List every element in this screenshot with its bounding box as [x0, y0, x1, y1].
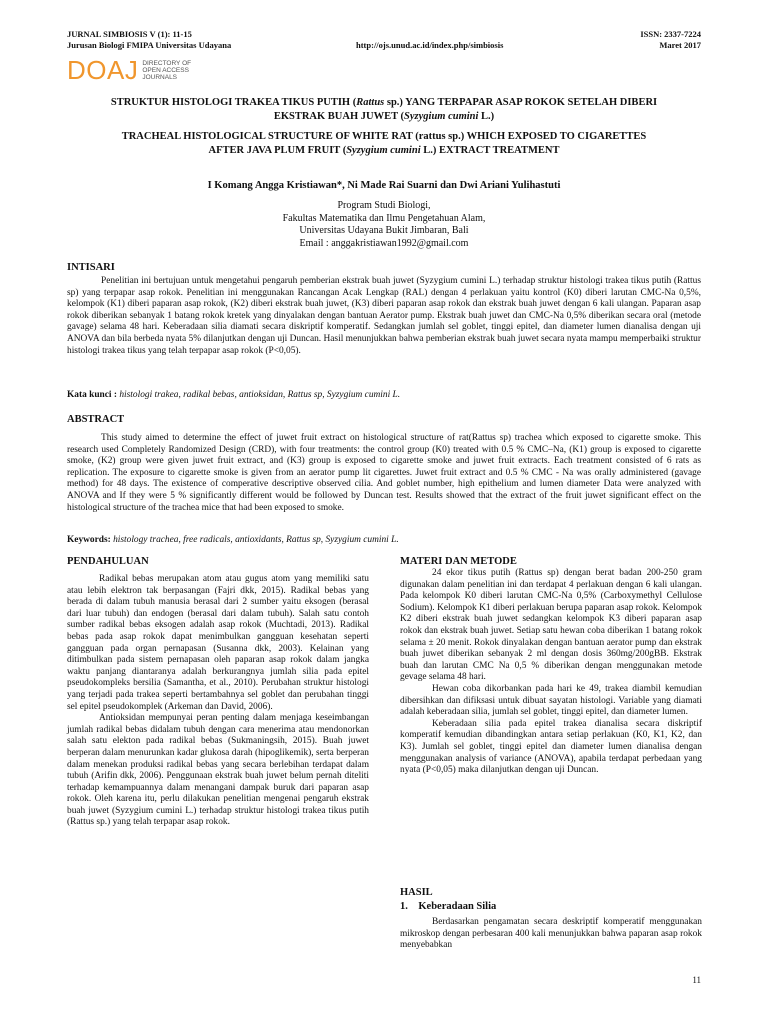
abstract-keywords: Keywords: histology trachea, free radicals, antioxidants, Rattus sp, Syzygium cumini L. [67, 535, 399, 545]
hasil-subheading: 1. Keberadaan Silia [400, 901, 497, 912]
pendahuluan-heading: PENDAHULUAN [67, 556, 149, 567]
metode-heading: MATERI DAN METODE [400, 556, 517, 567]
page-number: 11 [692, 975, 701, 985]
issue-date: Maret 2017 [659, 40, 701, 50]
abstract-body: This study aimed to determine the effect of juwet fruit extract on histological structure of rat(Rattus sp) trachea which exposed to cigarette smoke. This research used Completely Randomized Design (CRD), with four treatments: the control group (K0) treated with 0.5 % CMC–Na, (K1) group is exposed to cigarette smoke, (K2) group were given juwet fruit extract, and (K3) group is exposed to cigarette smoke and juwet fruit extracts. Each treatment consisted of 6 rats as replication. The exposure to cigarette smoke is given from an aerator pump lit cigarettes. Juwet fruit extract and 0.5 % CMC - Na was orally administered (gavage method) for 48 days. The existence of comperative descriptive observed cilia. And goblet number, high epithelium and lumen diameter Data were analyzed with ANOVA and If they were 5 % significantly different would be followed by Duncan test. Results showed that the extract of the fruit juwet significant effect on the histological structure of the trachea mice that had been exposed to smoke. [67, 433, 701, 513]
doaj-logo-subtitle [142, 60, 191, 81]
affiliation: Program Studi Biologi, Fakultas Matematika dan Ilmu Pengetahuan Alam, Universitas Udayana Bukit Jimbaran, Bali Email : anggakristiawan1992@gmail.com [67, 200, 701, 250]
title-english: TRACHEAL HISTOLOGICAL STRUCTURE OF WHITE RAT (rattus sp.) WHICH EXPOSED TO CIGARETTES AFTER JAVA PLUM FRUIT (Syzygium cumini L.) EXTRACT TREATMENT [121, 131, 647, 156]
intisari-heading: INTISARI [67, 262, 115, 273]
doaj-line-1: DIRECTORY OF [142, 59, 192, 67]
doaj-line-2: OPEN ACCESS [142, 66, 189, 74]
authors: I Komang Angga Kristiawan*, Ni Made Rai Suarni dan Dwi Ariani Yulihastuti [207, 180, 561, 191]
doaj-line-3: JOURNALS [142, 73, 178, 81]
issn: ISSN: 2337-7224 [640, 29, 701, 39]
title-indonesian: STRUKTUR HISTOLOGI TRAKEA TIKUS PUTIH (Rattus sp.) YANG TERPAPAR ASAP ROKOK SETELAH DIBERI EKSTRAK BUAH JUWET (Syzygium cumini L.) [110, 97, 658, 122]
pendahuluan-body: Radikal bebas merupakan atom atau gugus atom yang memiliki satu atau lebih elektron tak berpasangan (Fajri dkk, 2015). Radikal bebas yang berada di dalam tubuh manusia berasal dari 2 sumber yaitu eksogen (berasal dari luar tubuh) dan endogen (berasal dari dalam tubuh). Salah satu contoh sumber radikal bebas eksogen adalah asap rokok (Muchtadi, 2013). Radikal bebas pada asap rokok dapat menimbulkan gangguan kesehatan seperti gangguan pada organ pernapasan (Susanna dkk, 2003). Kelainan yang ditimbulkan pada sistem pernapasan oleh paparan asap rokok dalam jangka waktu panjang diantaranya adalah berkurangnya jumlah silia pada epitel pseudokompleks bersilia (Samantha, et al., 2010). Perubahan struktur histologi yang terjadi pada trakea seperti bertambahnya sel goblet dan perubahan tinggi sel epitel pseudokomplek (Arkeman dan David, 2006). Antioksidan mempunyai peran penting dalam menjaga keseimbangan jumlah radikal bebas didalam tubuh dengan cara menerima atau mendonorkan salah satu elekton pada radikal bebas (Sukmaningsih, 2015). Buah juwet berperan dalam menurunkan kadar glukosa darah (hipoglikemik), serta berperan dalam menekan produksi radikal bebas yang secara berlebihan terdapat dalam tubuh (Arifin dkk, 2006). Penggunaan ekstrak buah juwet belum pernah diteliti terhadap kemampuannya dalam menangani dampak buruk dari paparan asap rokok. Oleh karena itu, perlu dilakukan penelitian mengenai pengaruh ekstrak buah juwet (Syzygium cumini L.) terhadap struktur histologi trakea tikus putih (Rattus sp.) yang telah terpapar asap rokok. [67, 574, 369, 828]
hasil-heading: HASIL [400, 887, 433, 898]
intisari-body: Penelitian ini bertujuan untuk mengetahui pengaruh pemberian ekstrak buah juwet (Syzygium cumini L.) terhadap struktur histologi trakea tikus putih (Rattus sp) yang terpapar asap rokok. Penelitian ini menggunakan Rancangan Acak Lengkap (RAL) dengan 4 perlakuan yaitu kontrol (K0) diberi larutan CMC-Na 0,5%, kelompok (K1) diberi paparan asap rokok, (K2) diberi ekstrak buah juwet, (K3) diberi paparan asap rokok dan ekstrak buah juwet dengan 6 kali ulangan. Paparan asap rokok diberikan sebanyak 1 batang rokok kretek yang dinyalakan dengan bantuan Aerator pump. Ekstrak buah juwet dan CMC-Na 0,5% diberikan secara oral (metode gavage) selama 48 hari. Keberadaan silia diamati secara diskriptif komperatif. Sedangkan jumlah sel goblet, tinggi epitel, dan diameter lumen dianalisa dengan uji ANOVA dan bila berbeda nyata 5% dilanjutkan dengan uji Duncan. Hasil menunjukkan bahwa pemberian ekstrak buah juwet secara nyata mampu memperbaiki struktur histologi trakea tikus yang telah terpapar asap rokok (P<0,05). [67, 276, 701, 356]
journal-department: Jurusan Biologi FMIPA Universitas Udayana [67, 40, 232, 50]
hasil-body: Berdasarkan pengamatan secara deskriptif komperatif menggunakan mikroskop dengan perbesaran 400 kali menunjukkan bahwa paparan asap rokok menyebabkan [400, 917, 702, 951]
journal-url[interactable]: http://ojs.unud.ac.id/index.php/simbiosis [356, 40, 504, 50]
doaj-logo [67, 56, 191, 84]
author-email: Email : anggakristiawan1992@gmail.com [299, 237, 469, 249]
intisari-keywords: Kata kunci : histologi trakea, radikal bebas, antioksidan, Rattus sp, Syzygium cumini L. [67, 390, 401, 400]
doaj-logo-mark: DOAJ [67, 55, 139, 85]
abstract-heading: ABSTRACT [67, 414, 125, 425]
journal-name: JURNAL SIMBIOSIS V (1): 11-15 [67, 29, 192, 39]
metode-body: 24 ekor tikus putih (Rattus sp) dengan berat badan 200-250 gram digunakan dalam penelitian ini dan terdapat 4 perlakuan dengan 6 kali ulangan. Pada kelompok K0 diberi larutan CMC-Na 0,5% (Carboxymethyl Cellulose Sodium). Kelompok K1 diberi perlakuan berupa paparan asap rokok. Kelompok K2 diberi ekstrak buah juwet sedangkan kelompok K3 diberi paparan asap rokok dan ekstrak buah juwet. Setiap satu hewan coba diberikan 1 batang rokok selama ± 20 menit. Rokok dinyalakan dengan bantuan aerator pump dan ekstrak buah juwet diberikan sebanyak 2 ml dengan dosis 360mg/200gBB. Ekstrak buah dan larutan CMC Na 0,5 % diberikan dengan menggunakan metode gevage selama 48 hari. Hewan coba dikorbankan pada hari ke 49, trakea diambil kemudian dibersihkan dan difiksasi untuk dibuat sayatan histologi. Variable yang diamati adalah keberadaan silia, jumlah sel goblet, tinggi epitel, dan diameter lumen. Keberadaan silia pada epitel trakea dianalisa secara diskriptif komperatif kemudian dibandingkan antara setiap perlakuan (K0, K1, K2, dan K3). Jumlah sel goblet, tinggi epitel dan diameter lumen dianalisa dengan menggunakan analysis of variance (ANOVA), apabila terdapat perbedaan yang nyata (P<0,05) maka dilanjutkan dengan uji Duncan. [400, 568, 702, 776]
